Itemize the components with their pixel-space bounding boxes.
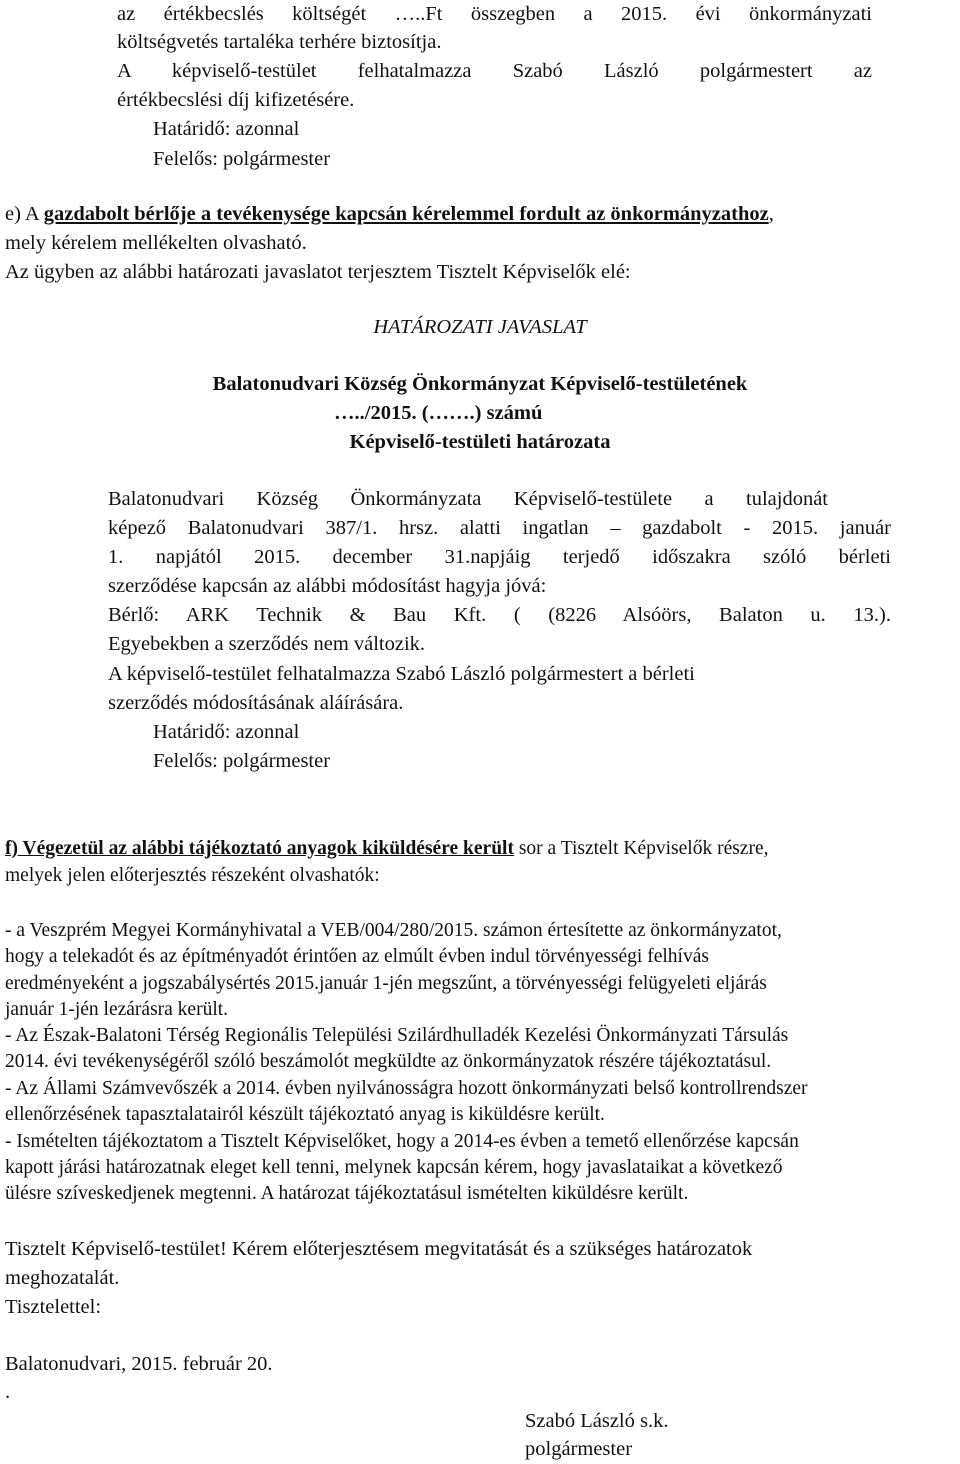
item-f-info-11: ülésre szíveskedjenek megtenni. A határozat tájékoztatásul ismételten kiküldésre került. — [5, 1183, 689, 1204]
top-line-1: az értékbecslés költségét …..Ft összegben a 2015. évi önkormányzati — [117, 3, 872, 25]
proposal-line-4: szerződése kapcsán az alábbi módosítást hagyja jóvá: — [108, 575, 547, 597]
proposal-line-6: Egyebekben a szerződés nem változik. — [108, 633, 426, 655]
proposal-line-3: 1. napjától 2015. december 31.napjáig terjedő időszakra szóló bérleti — [108, 546, 891, 568]
item-e-comma: , — [768, 203, 774, 225]
item-f-line-1 — [5, 835, 769, 863]
item-f-info-9: - Ismételten tájékoztatom a Tisztelt Képviselőket, hogy a 2014-es évben a temető ellenőrzése kapcsán — [5, 1131, 799, 1152]
item-f-info-1: - a Veszprém Megyei Kormányhivatal a VEB/004/280/2015. számon értesítette az önkormányzatot, — [5, 920, 782, 941]
item-f-info-2: hogy a telekadót és az építményadót érintően az elmúlt évben indul törvényességi felhívás — [5, 946, 709, 967]
proposal-responsible: Felelős: polgármester — [153, 750, 331, 772]
item-f-info-4: január 1-jén lezárásra került. — [5, 999, 229, 1020]
closing-line-1: Tisztelt Képviselő-testület! Kérem előterjesztésem megvitatását és a szükséges határozatok — [5, 1238, 753, 1260]
proposal-resolution: Képviselő-testületi határozata — [349, 431, 611, 453]
top-responsible: Felelős: polgármester — [153, 148, 331, 170]
closing-dot: . — [5, 1381, 11, 1403]
item-f-info-3: eredményeként a jogszabálysértés 2015.január 1-jén megszűnt, a törvényességi felügyeleti eljárás — [5, 973, 767, 994]
proposal-number: …../2015. (…….) számú — [334, 402, 543, 424]
proposal-line-7: A képviselő-testület felhatalmazza Szabó László polgármestert a bérleti — [108, 663, 695, 685]
closing-line-2: meghozatalát. — [5, 1267, 120, 1289]
item-f-info-6: 2014. évi tevékenységéről szóló beszámolót megküldte az önkormányzatok részére tájékoztatásul. — [5, 1051, 772, 1072]
proposal-line-2: képező Balatonudvari 387/1. hrsz. alatti ingatlan – gazdabolt - 2015. január — [108, 517, 891, 539]
top-line-2: költségvetés tartaléka terhére biztosítja. — [117, 31, 442, 53]
item-e-line-2: mely kérelem mellékelten olvasható. — [5, 232, 307, 254]
item-f-heading: f) Végezetül az alábbi tájékoztató anyagok kiküldésére került — [5, 838, 514, 859]
item-e-line-3: Az ügyben az alábbi határozati javaslatot terjesztem Tisztelt Képviselők elé: — [5, 261, 631, 283]
item-f-info-5: - Az Észak-Balatoni Térség Regionális Települési Szilárdhulladék Kezelési Önkormányzati Társulás — [5, 1025, 789, 1046]
proposal-line-5: Bérlő: ARK Technik & Bau Kft. ( (8226 Alsóörs, Balaton u. 13.). — [108, 604, 891, 626]
top-line-4: értékbecslési díj kifizetésére. — [117, 89, 355, 111]
item-f-info-7: - Az Állami Számvevőszék a 2014. évben nyilvánosságra hozott önkormányzati belső kontrollrendszer — [5, 1078, 808, 1099]
signature-name: Szabó László s.k. — [525, 1410, 669, 1432]
proposal-line-1: Balatonudvari Község Önkormányzata Képviselő-testülete a tulajdonát — [108, 488, 828, 510]
item-e-heading: gazdabolt bérlője a tevékenysége kapcsán kérelemmel fordult az önkormányzathoz — [43, 203, 769, 225]
signature-title: polgármester — [525, 1438, 633, 1460]
closing-place-date: Balatonudvari, 2015. február 20. — [5, 1353, 273, 1375]
item-f-info-10: kapott járási határozatnak eleget kell tenni, melynek kapcsán kérem, hogy javaslataikat a következő — [5, 1157, 783, 1178]
item-f-rest: sor a Tisztelt Képviselők részre, — [513, 838, 769, 859]
proposal-deadline: Határidő: azonnal — [153, 721, 300, 743]
proposal-body-name: Balatonudvari Község Önkormányzat Képviselő-testületének — [212, 373, 748, 395]
item-e-prefix: e) A — [5, 203, 44, 225]
item-e-line-1 — [5, 200, 774, 228]
closing-greeting: Tisztelettel: — [5, 1296, 102, 1318]
item-f-line-2: melyek jelen előterjesztés részeként olvashatók: — [5, 865, 380, 886]
proposal-line-8: szerződés módosításának aláírására. — [108, 692, 404, 714]
proposal-title: HATÁROZATI JAVASLAT — [373, 316, 587, 338]
item-f-info-8: ellenőrzésének tapasztalatairól készült tájékoztató anyag is kiküldésre került. — [5, 1104, 605, 1125]
top-deadline: Határidő: azonnal — [153, 118, 300, 140]
top-line-3: A képviselő-testület felhatalmazza Szabó László polgármestert az — [117, 60, 872, 82]
